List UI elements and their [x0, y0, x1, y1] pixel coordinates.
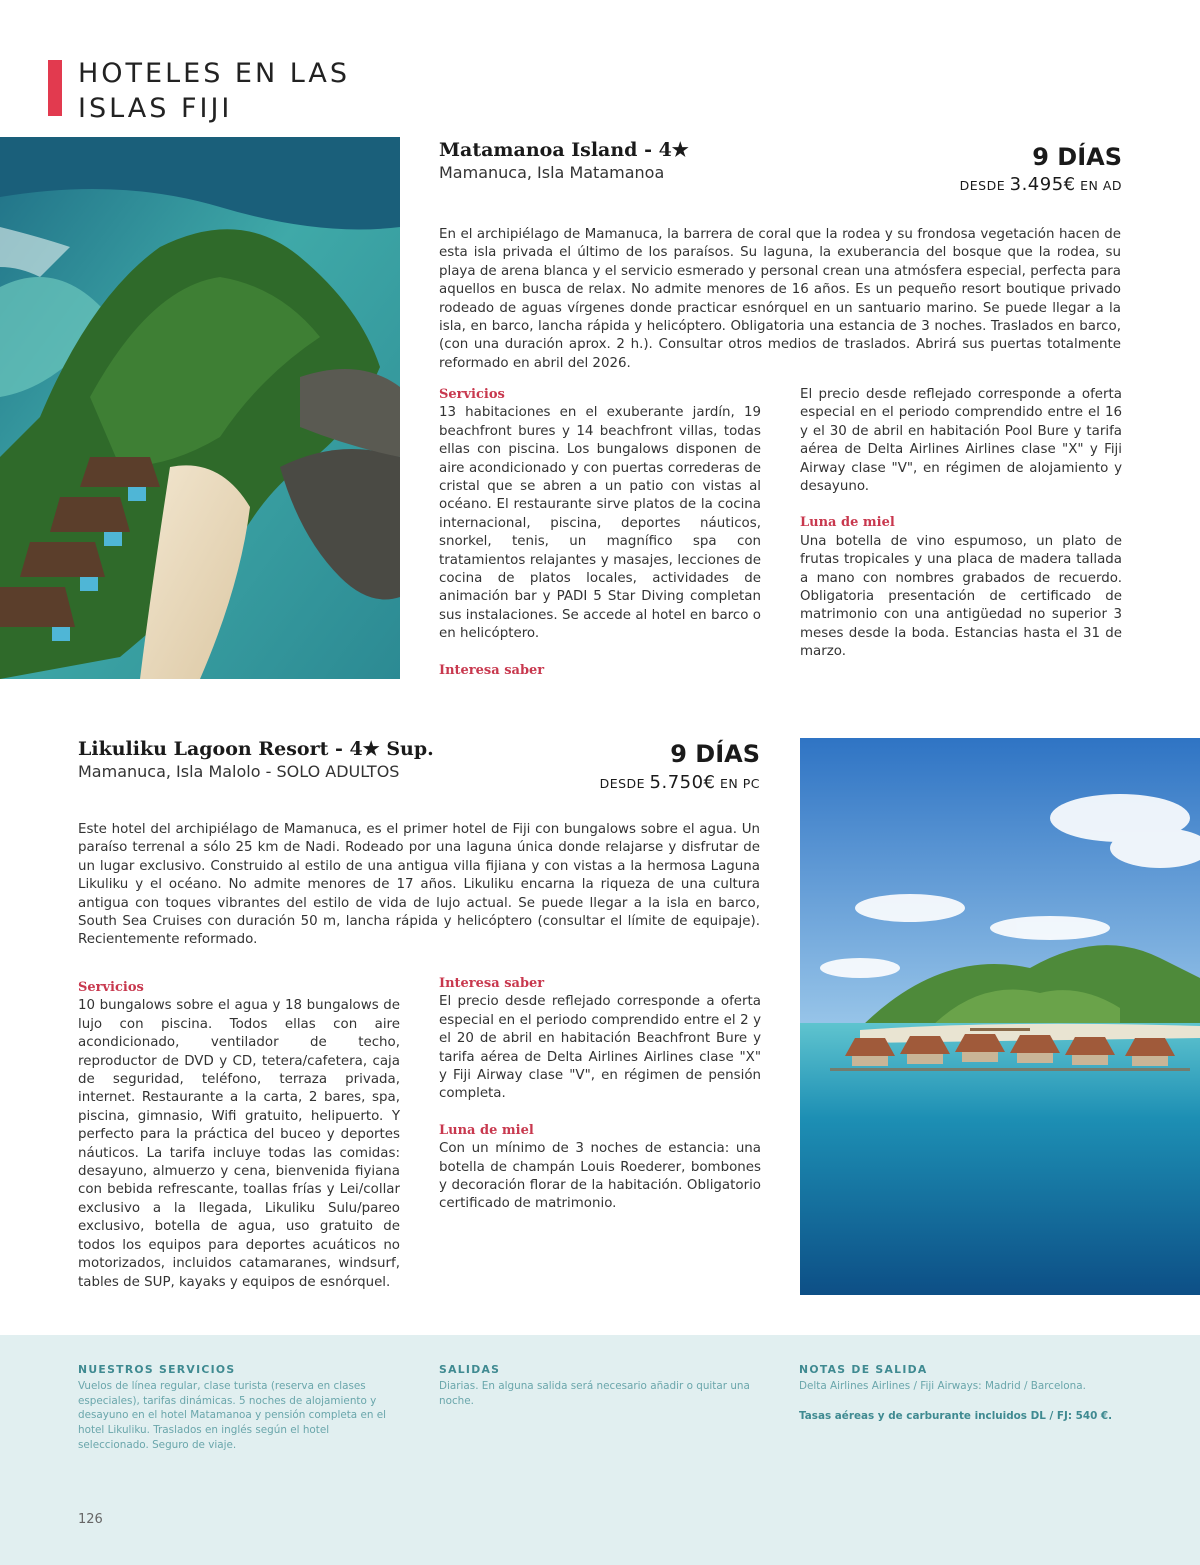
hotel-1-luna-heading: Luna de miel — [800, 515, 895, 531]
hotel-1-price-suffix: EN AD — [1080, 178, 1122, 193]
hotel-2-price-prefix: DESDE — [599, 776, 646, 791]
hotel-2-left-column — [78, 979, 400, 1292]
hotel-2-price-amount: 5.750€ — [649, 772, 716, 793]
title-accent-bar — [48, 60, 62, 116]
footer-notas — [799, 1363, 1129, 1423]
hotel-1-servicios-text: 13 habitaciones en el exuberante jardín, 19 beachfront bures y 14 beachfront villas, todas ellas con piscina. Los bungalows disponen de aire acondicionado y con puertas correderas de cristal que se abren a un patio con vistas al océano. El restaurante sirve platos de la cocina internacional, piscina, deportes náuticos, snorkel, tenis, un magnífico spa con tratamientos relajantes y masajes, lecciones de cocina de platos locales, actividades de animación bar y PADI 5 Star Diving completan sus instalaciones. Se accede al hotel en barco o en helicóptero. — [439, 405, 761, 642]
hotel-1-days: 9 DÍAS — [1032, 143, 1122, 171]
hotel-1-name: Matamanoa Island - 4★ — [439, 139, 689, 161]
hotel-2-right-column — [439, 975, 761, 1214]
hotel-1-left-column — [439, 386, 761, 680]
hotel-2-price-suffix: EN PC — [720, 776, 760, 791]
hotel-1-servicios-heading: Servicios — [439, 387, 505, 402]
hotel-1-interesa-text: El precio desde reflejado corresponde a oferta especial en el periodo comprendido entre el 16 y el 30 de abril en habitación Pool Bure y tarifa aérea de Delta Airlines Airlines clase "X" y Fiji Airway clase "V", en régimen de alojamiento y desayuno. — [800, 387, 1122, 495]
footer-notas-heading: NOTAS DE SALIDA — [799, 1363, 928, 1376]
footer-servicios — [78, 1363, 403, 1453]
hotel-2-luna-heading: Luna de miel — [439, 1122, 534, 1138]
hotel-2-luna-text: Con un mínimo de 3 noches de estancia: una botella de champán Louis Roederer, bombones y decoración florar de la habitación. Obligatorio certificado de matrimonio. — [439, 1141, 761, 1212]
hotel-2-price — [600, 772, 760, 793]
footer-servicios-text: Vuelos de línea regular, clase turista (reserva en clases especiales), tarifas dinámicas. 5 noches de alojamiento y desayuno en el hotel Matamanoa y pensión completa en el hotel Likuliku. Traslados en inglés según el hotel seleccionado. Seguro de viaje. — [78, 1379, 387, 1451]
page-number: 126 — [78, 1512, 103, 1527]
footer-salidas — [439, 1363, 764, 1408]
hotel-2-interesa-heading: Interesa saber — [439, 976, 545, 991]
hotel-1-price-prefix: DESDE — [959, 178, 1006, 193]
hotel-1-location: Mamanuca, Isla Matamanoa — [439, 163, 665, 182]
hotel-2-location: Mamanuca, Isla Malolo - SOLO ADULTOS — [78, 762, 400, 781]
footer-servicios-heading: NUESTROS SERVICIOS — [78, 1363, 236, 1376]
hotel-2-description: Este hotel del archipiélago de Mamanuca, es el primer hotel de Fiji con bungalows sobre el agua. Un paraíso terrenal a sólo 25 km de Nadi. Rodeado por una laguna única donde relajarse y disfrutar de un lugar exclusivo. Construido al estilo de una antigua villa fijiana y con vistas a la hermosa Laguna Likuliku y el océano. No admite menores de 17 años. Likuliku encarna la riqueza de una cultura antigua con toques vibrantes del estilo de vida de lujo actual. Se puede llegar a la isla en barco, South Sea Cruises con duración 50 m, lancha rápida y helicóptero (consultar el límite de equipaje). Recientemente reformado. — [78, 822, 760, 948]
hotel-1-luna-text: Una botella de vino espumoso, un plato de frutas tropicales y una placa de madera tallada a mano con nombres grabados de recuerdo. Obligatoria presentación de certificado de matrimonio con una antigüedad no superior 3 meses desde la boda. Estancias hasta el 31 de marzo. — [800, 533, 1122, 660]
footer-info — [0, 1335, 1200, 1565]
hotel-2-interesa-text: El precio desde reflejado corresponde a oferta especial en el periodo comprendido entre el 2 y el 20 de abril en habitación Beachfront Bure y tarifa aérea de Delta Airlines Airlines clase "X" y Fiji Airway clase "V", en régimen de pensión completa. — [439, 994, 761, 1102]
hotel-2-servicios-heading: Servicios — [78, 980, 144, 995]
footer-notas-tasas: Tasas aéreas y de carburante incluidos DL / FJ: 540 €. — [799, 1409, 1113, 1422]
matamanoa-island-photo — [0, 137, 400, 679]
hotel-1-price — [960, 174, 1122, 195]
hotel-1-description: En el archipiélago de Mamanuca, la barrera de coral que la rodea y su frondosa vegetación hacen de esta isla privada el último de los paraísos. Su laguna, la exuberancia del bosque que la rodea, su playa de arena blanca y el servicio esmerado y personal crean una atmósfera especial, perfecta para aquellos en busca de relax. No admite menores de 16 años. Es un pequeño resort boutique privado rodeado de aguas vírgenes donde practicar esnórquel en un santuario marino. Se puede llegar a la isla, en barco, lancha rápida y helicóptero. Obligatoria una estancia de 3 noches. Traslados en barco, (con una duración aprox. 2 h.). Consultar otros medios de traslados. Abrirá sus puertas totalmente reformado en abril del 2026. — [439, 227, 1121, 371]
hotel-2-name: Likuliku Lagoon Resort - 4★ Sup. — [78, 738, 434, 760]
footer-notas-text: Delta Airlines Airlines / Fiji Airways: Madrid / Barcelona. — [799, 1379, 1086, 1392]
footer-salidas-text: Diarias. En alguna salida será necesario añadir o quitar una noche. — [439, 1379, 750, 1407]
footer-salidas-heading: SALIDAS — [439, 1363, 501, 1376]
hotel-2-servicios-text: 10 bungalows sobre el agua y 18 bungalows de lujo con piscina. Todos ellas con aire acondicionado, ventilador de techo, reproductor de DVD y CD, tetera/cafetera, caja de seguridad, teléfono, terraza privada, internet. Restaurante a la carta, 2 bares, spa, piscina, gimnasio, Wifi gratuito, helipuerto. Y perfecto para la práctica del buceo y deportes náuticos. La tarifa incluye todas las comidas: desayuno, almuerzo y cena, bienvenida fiyiana con bebida refrescante, toallas frías y Lei/collar exclusivo a la llegada, Likuliku Sulu/pareo exclusivo, botella de agua, uso gratuito de todos los equipos para deportes acuáticos no motorizados, incluidos catamaranes, windsurf, tables de SUP, kayaks y equipos de esnórquel. — [78, 998, 400, 1290]
likuliku-lagoon-photo — [800, 738, 1200, 1295]
hotel-1-price-amount: 3.495€ — [1009, 174, 1076, 195]
page-title: HOTELES EN LAS ISLAS FIJI — [78, 58, 351, 124]
hotel-1-interesa-heading: Interesa saber — [439, 662, 545, 678]
hotel-1-right-column — [800, 386, 1122, 662]
hotel-2-days: 9 DÍAS — [670, 740, 760, 768]
